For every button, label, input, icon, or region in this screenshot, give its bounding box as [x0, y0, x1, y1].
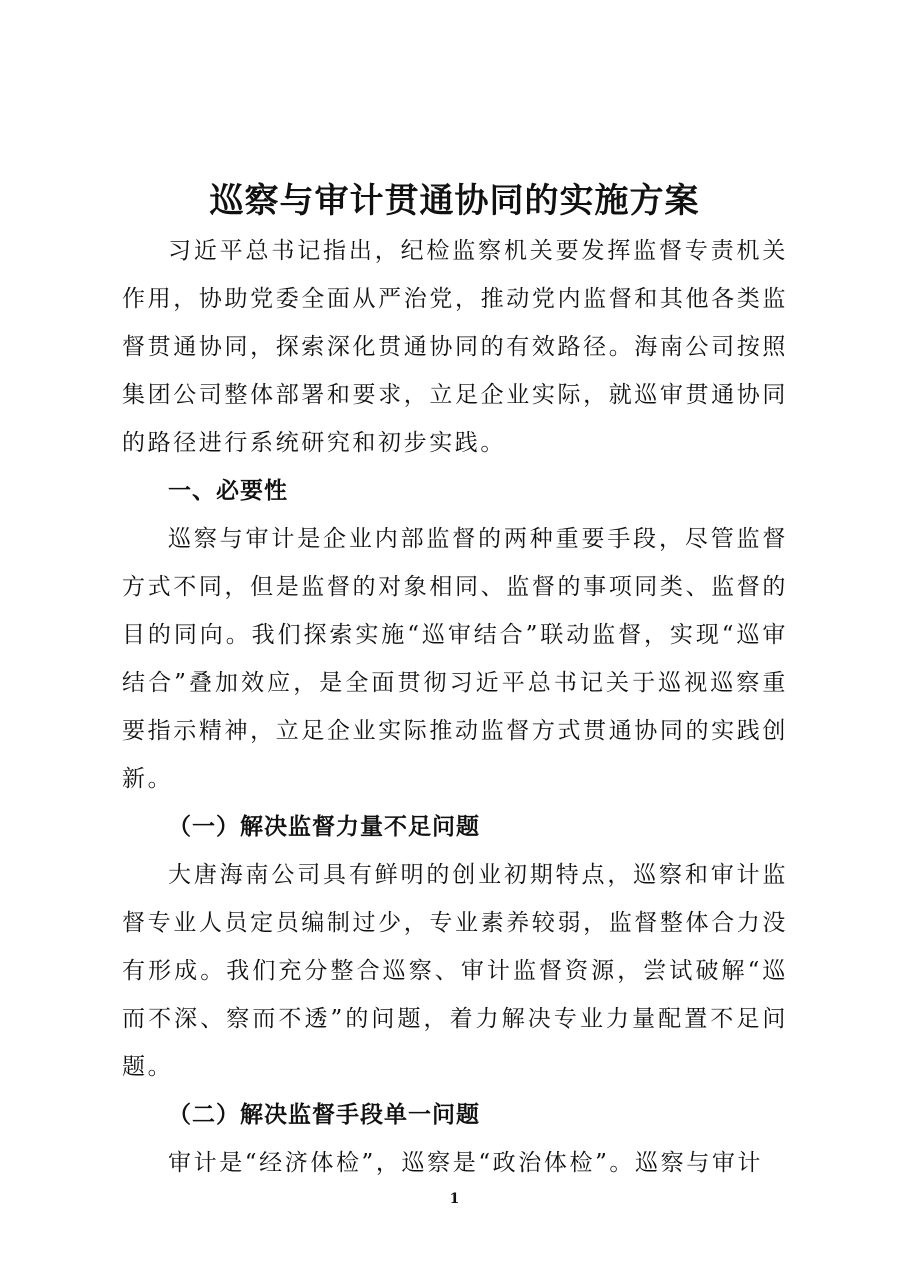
subsection-supervision-strength-paragraph: 大唐海南公司具有鲜明的创业初期特点，巡察和审计监督专业人员定员编制过少，专业素养较弱，监督整体合力没有形成。我们充分整合巡察、审计监督资源，尝试破解“巡而不深、察而不透”的问题，着力解决专业力量配置不足问题。 [122, 862, 788, 1080]
subsection-supervision-means-paragraph: 审计是“经济体检”，巡察是“政治体检”。巡察与审计 [168, 1150, 764, 1176]
document-body [122, 227, 788, 1187]
section-necessity-paragraph: 巡察与审计是企业内部监督的两种重要手段，尽管监督方式不同，但是监督的对象相同、监督的事项同类、监督的目的同向。我们探索实施“巡审结合”联动监督，实现“巡审结合”叠加效应，是全面贯彻习近平总书记关于巡视巡察重要指示精神，立足企业实际推动监督方式贯通协同的实践创新。 [122, 526, 788, 792]
document-title: 巡察与审计贯通协同的实施方案 [209, 180, 700, 221]
subsection-heading-supervision-means: （二）解决监督手段单一问题 [168, 1102, 480, 1128]
section-heading-necessity: 一、必要性 [168, 478, 288, 504]
intro-paragraph: 习近平总书记指出，纪检监察机关要发挥监督专责机关作用，协助党委全面从严治党，推动党内监督和其他各类监督贯通协同，探索深化贯通协同的有效路径。海南公司按照集团公司整体部署和要求，立足企业实际，就巡审贯通协同的路径进行系统研究和初步实践。 [122, 238, 788, 456]
page-number: 1 [449, 1191, 460, 1207]
subsection-heading-supervision-strength: （一）解决监督力量不足问题 [168, 814, 480, 840]
